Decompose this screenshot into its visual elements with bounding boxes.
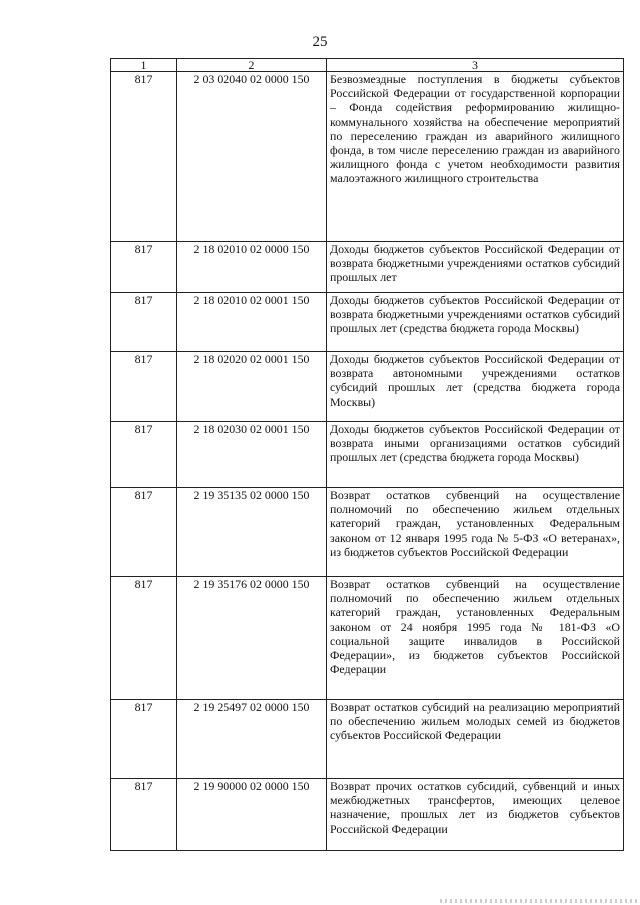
revenue-code-cell: 2 03 02040 02 0000 150 <box>177 72 327 242</box>
revenue-code-cell: 2 19 35176 02 0000 150 <box>177 577 327 700</box>
revenue-name-cell: Возврат остатков субсидий на реализацию мероприятий по обеспечению жильем молодых семей из бюджетов субъектов Российской Федерации <box>327 700 624 779</box>
table-row <box>111 700 624 779</box>
admin-code-cell: 817 <box>111 422 177 488</box>
revenue-code-cell: 2 19 35135 02 0000 150 <box>177 488 327 577</box>
table-row <box>111 352 624 422</box>
revenue-name-cell: Доходы бюджетов субъектов Российской Федерации от возврата бюджетными учреждениями остатков субсидий прошлых лет <box>327 242 624 293</box>
revenue-name-cell: Возврат прочих остатков субсидий, субвенций и иных межбюджетных трансфертов, имеющих целевое назначение, прошлых лет из бюджетов субъектов Российской Федерации <box>327 779 624 851</box>
admin-code-cell: 817 <box>111 352 177 422</box>
revenue-name-cell: Безвозмездные поступления в бюджеты субъектов Российской Федерации от государственной корпорации – Фонда содействия реформированию жилищно-коммунального хозяйства на обеспечение мероприятий по переселению граждан из аварийного жилищного фонда, в том числе переселению граждан из аварийного жилищного фонда с учетом необходимости развития малоэтажного жилищного строительства <box>327 72 624 242</box>
column-header-2: 2 <box>177 59 327 72</box>
table-row <box>111 293 624 352</box>
revenue-code-cell: 2 19 25497 02 0000 150 <box>177 700 327 779</box>
table-header-row <box>111 59 624 72</box>
budget-revenue-table <box>110 58 624 851</box>
admin-code-cell: 817 <box>111 293 177 352</box>
table-row <box>111 488 624 577</box>
scan-edge-mark <box>440 899 640 903</box>
admin-code-cell: 817 <box>111 242 177 293</box>
table-row <box>111 422 624 488</box>
table-row <box>111 779 624 851</box>
revenue-name-cell: Возврат остатков субвенций на осуществление полномочий по обеспечению жильем отдельных категорий граждан, установленных Федеральным законом от 24 ноября 1995 года № 181-ФЗ «О социальной защите инвалидов в Российской Федерации», из бюджетов субъектов Российской Федерации <box>327 577 624 700</box>
revenue-name-cell: Доходы бюджетов субъектов Российской Федерации от возврата автономными учреждениями остатков субсидий прошлых лет (средства бюджета города Москвы) <box>327 352 624 422</box>
page-number: 25 <box>312 34 328 50</box>
table-row <box>111 72 624 242</box>
revenue-name-cell: Доходы бюджетов субъектов Российской Федерации от возврата иными организациями остатков субсидий прошлых лет (средства бюджета города Москвы) <box>327 422 624 488</box>
revenue-code-cell: 2 18 02030 02 0001 150 <box>177 422 327 488</box>
admin-code-cell: 817 <box>111 700 177 779</box>
revenue-name-cell: Доходы бюджетов субъектов Российской Федерации от возврата бюджетными учреждениями остатков субсидий прошлых лет (средства бюджета города Москвы) <box>327 293 624 352</box>
column-header-1: 1 <box>111 59 177 72</box>
revenue-name-cell: Возврат остатков субвенций на осуществление полномочий по обеспечению жильем отдельных категорий граждан, установленных Федеральным законом от 12 января 1995 года № 5-ФЗ «О ветеранах», из бюджетов субъектов Российской Федерации <box>327 488 624 577</box>
table-row <box>111 242 624 293</box>
revenue-code-cell: 2 18 02020 02 0001 150 <box>177 352 327 422</box>
admin-code-cell: 817 <box>111 72 177 242</box>
admin-code-cell: 817 <box>111 779 177 851</box>
table-row <box>111 577 624 700</box>
revenue-code-cell: 2 18 02010 02 0000 150 <box>177 242 327 293</box>
revenue-code-cell: 2 18 02010 02 0001 150 <box>177 293 327 352</box>
admin-code-cell: 817 <box>111 577 177 700</box>
column-header-3: 3 <box>327 59 624 72</box>
admin-code-cell: 817 <box>111 488 177 577</box>
revenue-code-cell: 2 19 90000 02 0000 150 <box>177 779 327 851</box>
